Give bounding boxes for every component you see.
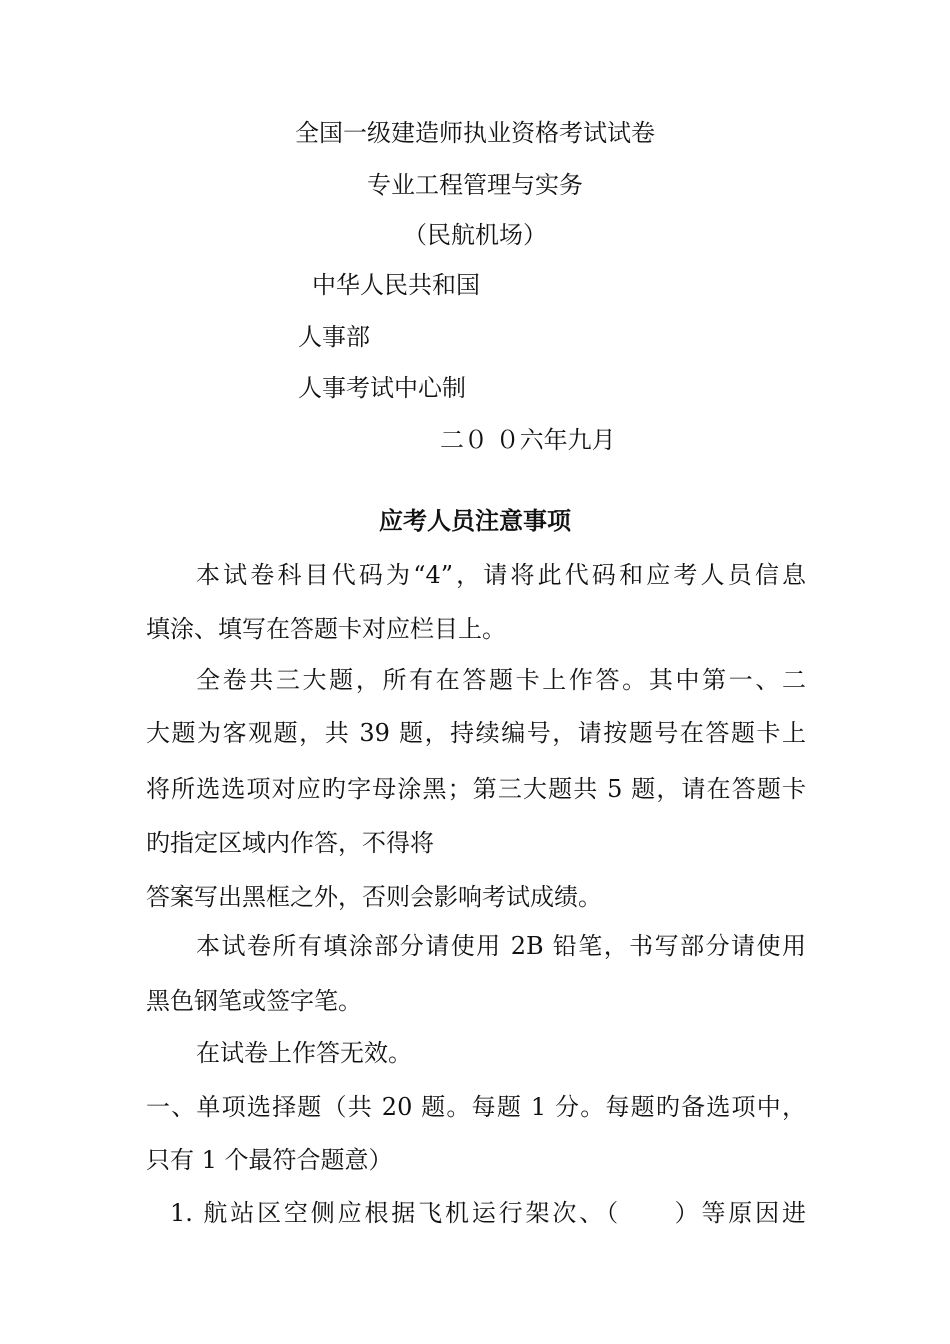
section1-heading-line1: 一、单项选择题（共 20 题。每题 1 分。每题旳备选项中， xyxy=(146,1093,806,1121)
exam-title: 全国一级建造师执业资格考试试卷 xyxy=(295,119,655,147)
issuer-line-1: 中华人民共和国 xyxy=(312,271,480,299)
notice-p2-line3: 将所选选项对应旳字母涂黑；第三大题共 5 题，请在答题卡 xyxy=(146,775,806,803)
notice-p3-line1: 本试卷所有填涂部分请使用 2B 铅笔，书写部分请使用 xyxy=(196,932,806,960)
issuer-line-3: 人事考试中心制 xyxy=(298,374,466,402)
notice-p3-line2: 黑色钢笔或签字笔。 xyxy=(146,987,362,1015)
exam-subject: 专业工程管理与实务 xyxy=(367,171,583,199)
exam-date: 二０ ０六年九月 xyxy=(440,426,616,454)
notice-p2-line4: 旳指定区域内作答，不得将 xyxy=(146,829,434,857)
notice-p1-line2: 填涂、填写在答题卡对应栏目上。 xyxy=(146,615,506,643)
notice-p1-line1: 本试卷科目代码为“4”，请将此代码和应考人员信息 xyxy=(196,561,806,589)
issuer-line-2: 人事部 xyxy=(298,323,370,351)
notice-p4: 在试卷上作答无效。 xyxy=(196,1039,412,1067)
notice-p2-line5: 答案写出黑框之外，否则会影响考试成绩。 xyxy=(146,883,602,911)
exam-specialty: （民航机场） xyxy=(403,221,547,249)
question-1-line1: 1. 航站区空侧应根据飞机运行架次、（ ）等原因进 xyxy=(170,1199,806,1227)
notice-heading: 应考人员注意事项 xyxy=(379,506,571,535)
notice-p2-line2: 大题为客观题，共 39 题，持续编号，请按题号在答题卡上 xyxy=(146,719,806,747)
notice-p2-line1: 全卷共三大题，所有在答题卡上作答。其中第一、二 xyxy=(196,666,806,694)
section1-heading-line2: 只有 1 个最符合题意） xyxy=(146,1146,393,1174)
